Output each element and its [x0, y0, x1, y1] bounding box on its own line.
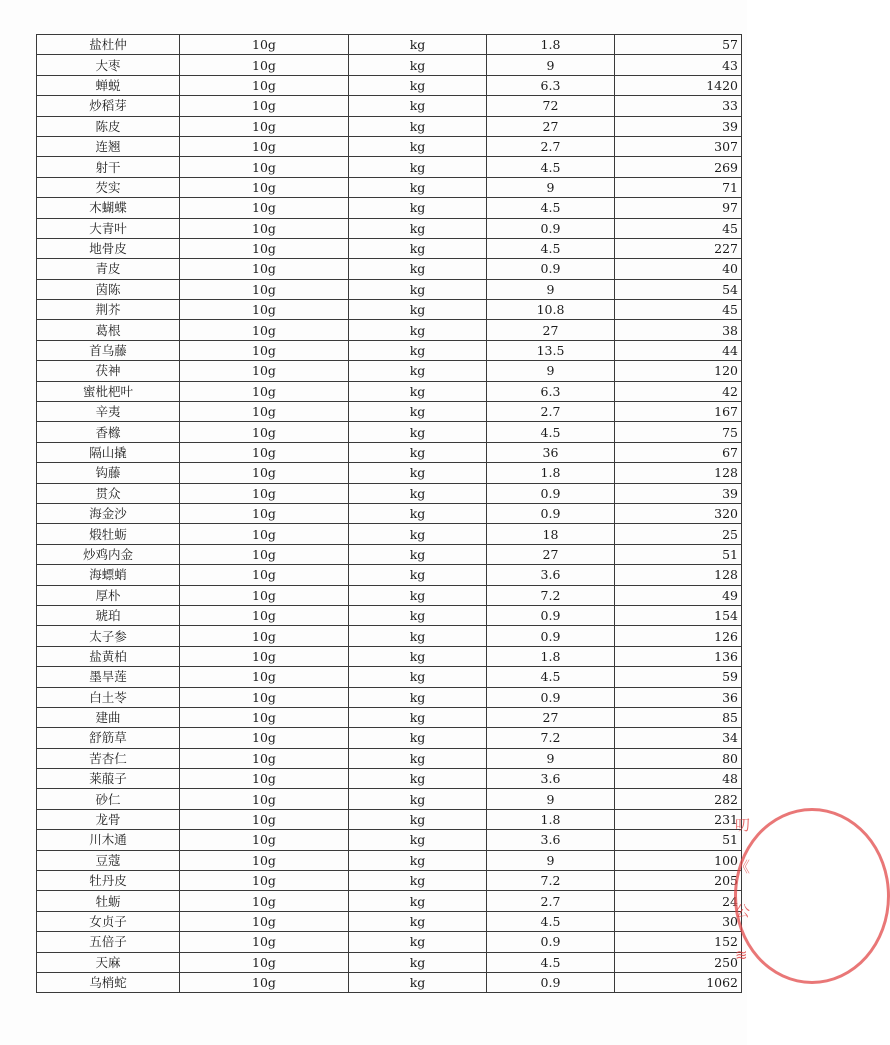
quantity-cell: 6.3: [487, 381, 615, 401]
herb-name-cell: 辛夷: [37, 402, 180, 422]
herb-name-cell: 隔山撬: [37, 442, 180, 462]
unit-cell: kg: [349, 238, 487, 258]
herb-name-cell: 茵陈: [37, 279, 180, 299]
unit-cell: kg: [349, 320, 487, 340]
table-row: [37, 198, 742, 218]
spec-cell: 10g: [180, 503, 349, 523]
table-row: [37, 361, 742, 381]
amount-cell: 1062: [615, 972, 742, 992]
spec-cell: 10g: [180, 442, 349, 462]
quantity-cell: 4.5: [487, 667, 615, 687]
unit-cell: kg: [349, 972, 487, 992]
quantity-cell: 0.9: [487, 259, 615, 279]
spec-cell: 10g: [180, 524, 349, 544]
quantity-cell: 3.6: [487, 565, 615, 585]
herb-name-cell: 建曲: [37, 707, 180, 727]
quantity-cell: 9: [487, 361, 615, 381]
amount-cell: 45: [615, 300, 742, 320]
spec-cell: 10g: [180, 626, 349, 646]
amount-cell: 320: [615, 503, 742, 523]
spec-cell: 10g: [180, 340, 349, 360]
spec-cell: 10g: [180, 667, 349, 687]
spec-cell: 10g: [180, 932, 349, 952]
quantity-cell: 27: [487, 544, 615, 564]
table-row: [37, 442, 742, 462]
herb-name-cell: 女贞子: [37, 911, 180, 931]
unit-cell: kg: [349, 707, 487, 727]
amount-cell: 33: [615, 96, 742, 116]
table-row: [37, 952, 742, 972]
spec-cell: 10g: [180, 361, 349, 381]
amount-cell: 57: [615, 35, 742, 55]
quantity-cell: 1.8: [487, 463, 615, 483]
herb-name-cell: 炒鸡内金: [37, 544, 180, 564]
amount-cell: 126: [615, 626, 742, 646]
table-row: [37, 96, 742, 116]
quantity-cell: 3.6: [487, 830, 615, 850]
quantity-cell: 0.9: [487, 483, 615, 503]
unit-cell: kg: [349, 503, 487, 523]
amount-cell: 282: [615, 789, 742, 809]
table-row: [37, 218, 742, 238]
spec-cell: 10g: [180, 136, 349, 156]
table-row: [37, 850, 742, 870]
unit-cell: kg: [349, 422, 487, 442]
quantity-cell: 0.9: [487, 626, 615, 646]
unit-cell: kg: [349, 565, 487, 585]
unit-cell: kg: [349, 911, 487, 931]
amount-cell: 39: [615, 483, 742, 503]
quantity-cell: 7.2: [487, 871, 615, 891]
table-row: [37, 340, 742, 360]
table-row: [37, 687, 742, 707]
amount-cell: 100: [615, 850, 742, 870]
herb-name-cell: 首乌藤: [37, 340, 180, 360]
amount-cell: 43: [615, 55, 742, 75]
table-row: [37, 728, 742, 748]
spec-cell: 10g: [180, 769, 349, 789]
table-row: [37, 565, 742, 585]
quantity-cell: 1.8: [487, 646, 615, 666]
unit-cell: kg: [349, 891, 487, 911]
unit-cell: kg: [349, 605, 487, 625]
seal-glyph: ≋: [735, 946, 748, 964]
quantity-cell: 4.5: [487, 422, 615, 442]
unit-cell: kg: [349, 952, 487, 972]
quantity-cell: 2.7: [487, 891, 615, 911]
unit-cell: kg: [349, 728, 487, 748]
table-row: [37, 891, 742, 911]
unit-cell: kg: [349, 769, 487, 789]
herb-name-cell: 白土苓: [37, 687, 180, 707]
table-row: [37, 585, 742, 605]
table-row: [37, 300, 742, 320]
unit-cell: kg: [349, 646, 487, 666]
herb-name-cell: 乌梢蛇: [37, 972, 180, 992]
unit-cell: kg: [349, 748, 487, 768]
amount-cell: 59: [615, 667, 742, 687]
quantity-cell: 0.9: [487, 605, 615, 625]
unit-cell: kg: [349, 789, 487, 809]
seal-glyph: 公: [735, 902, 751, 920]
quantity-cell: 4.5: [487, 911, 615, 931]
amount-cell: 85: [615, 707, 742, 727]
amount-cell: 51: [615, 544, 742, 564]
quantity-cell: 9: [487, 748, 615, 768]
table-row: [37, 626, 742, 646]
herb-name-cell: 牡丹皮: [37, 871, 180, 891]
unit-cell: kg: [349, 136, 487, 156]
spec-cell: 10g: [180, 463, 349, 483]
amount-cell: 80: [615, 748, 742, 768]
unit-cell: kg: [349, 667, 487, 687]
quantity-cell: 0.9: [487, 687, 615, 707]
herb-name-cell: 海螵蛸: [37, 565, 180, 585]
unit-cell: kg: [349, 850, 487, 870]
spec-cell: 10g: [180, 259, 349, 279]
amount-cell: 24: [615, 891, 742, 911]
quantity-cell: 0.9: [487, 932, 615, 952]
amount-cell: 231: [615, 809, 742, 829]
amount-cell: 25: [615, 524, 742, 544]
quantity-cell: 7.2: [487, 585, 615, 605]
herb-name-cell: 大青叶: [37, 218, 180, 238]
spec-cell: 10g: [180, 585, 349, 605]
unit-cell: kg: [349, 279, 487, 299]
table-row: [37, 789, 742, 809]
herb-name-cell: 连翘: [37, 136, 180, 156]
herb-name-cell: 五倍子: [37, 932, 180, 952]
unit-cell: kg: [349, 463, 487, 483]
herb-name-cell: 天麻: [37, 952, 180, 972]
quantity-cell: 3.6: [487, 769, 615, 789]
amount-cell: 154: [615, 605, 742, 625]
amount-cell: 152: [615, 932, 742, 952]
spec-cell: 10g: [180, 911, 349, 931]
table-row: [37, 55, 742, 75]
seal-ring: [734, 808, 890, 984]
herb-name-cell: 葛根: [37, 320, 180, 340]
quantity-cell: 36: [487, 442, 615, 462]
spec-cell: 10g: [180, 728, 349, 748]
herb-name-cell: 莱菔子: [37, 769, 180, 789]
quantity-cell: 18: [487, 524, 615, 544]
amount-cell: 128: [615, 463, 742, 483]
herb-name-cell: 太子参: [37, 626, 180, 646]
table-row: [37, 116, 742, 136]
herb-name-cell: 地骨皮: [37, 238, 180, 258]
spec-cell: 10g: [180, 116, 349, 136]
herb-name-cell: 炒稻芽: [37, 96, 180, 116]
herb-name-cell: 蝉蜕: [37, 75, 180, 95]
table-row: [37, 809, 742, 829]
amount-cell: 49: [615, 585, 742, 605]
spec-cell: 10g: [180, 789, 349, 809]
quantity-cell: 9: [487, 177, 615, 197]
table-row: [37, 972, 742, 992]
unit-cell: kg: [349, 442, 487, 462]
herb-name-cell: 盐黄柏: [37, 646, 180, 666]
quantity-cell: 27: [487, 116, 615, 136]
herb-name-cell: 豆蔻: [37, 850, 180, 870]
spec-cell: 10g: [180, 422, 349, 442]
amount-cell: 39: [615, 116, 742, 136]
spec-cell: 10g: [180, 238, 349, 258]
herb-name-cell: 陈皮: [37, 116, 180, 136]
table-row: [37, 483, 742, 503]
spec-cell: 10g: [180, 157, 349, 177]
amount-cell: 34: [615, 728, 742, 748]
amount-cell: 40: [615, 259, 742, 279]
unit-cell: kg: [349, 932, 487, 952]
amount-cell: 45: [615, 218, 742, 238]
herb-name-cell: 厚朴: [37, 585, 180, 605]
red-seal-stamp: [734, 808, 751, 978]
spec-cell: 10g: [180, 75, 349, 95]
table-row: [37, 320, 742, 340]
table-row: [37, 769, 742, 789]
quantity-cell: 2.7: [487, 402, 615, 422]
amount-cell: 36: [615, 687, 742, 707]
unit-cell: kg: [349, 259, 487, 279]
herb-name-cell: 盐杜仲: [37, 35, 180, 55]
spec-cell: 10g: [180, 748, 349, 768]
quantity-cell: 4.5: [487, 952, 615, 972]
spec-cell: 10g: [180, 381, 349, 401]
spec-cell: 10g: [180, 952, 349, 972]
unit-cell: kg: [349, 157, 487, 177]
amount-cell: 307: [615, 136, 742, 156]
table-row: [37, 381, 742, 401]
spec-cell: 10g: [180, 35, 349, 55]
spec-cell: 10g: [180, 300, 349, 320]
spec-cell: 10g: [180, 218, 349, 238]
herb-name-cell: 墨旱莲: [37, 667, 180, 687]
quantity-cell: 9: [487, 279, 615, 299]
table-row: [37, 911, 742, 931]
amount-cell: 44: [615, 340, 742, 360]
herb-name-cell: 香橼: [37, 422, 180, 442]
spec-cell: 10g: [180, 830, 349, 850]
unit-cell: kg: [349, 96, 487, 116]
spec-cell: 10g: [180, 707, 349, 727]
unit-cell: kg: [349, 544, 487, 564]
table-row: [37, 279, 742, 299]
table-row: [37, 748, 742, 768]
amount-cell: 67: [615, 442, 742, 462]
amount-cell: 48: [615, 769, 742, 789]
quantity-cell: 1.8: [487, 809, 615, 829]
spec-cell: 10g: [180, 809, 349, 829]
herb-name-cell: 琥珀: [37, 605, 180, 625]
unit-cell: kg: [349, 871, 487, 891]
quantity-cell: 7.2: [487, 728, 615, 748]
table-row: [37, 667, 742, 687]
spec-cell: 10g: [180, 96, 349, 116]
table-row: [37, 259, 742, 279]
spec-cell: 10g: [180, 483, 349, 503]
amount-cell: 75: [615, 422, 742, 442]
amount-cell: 51: [615, 830, 742, 850]
spec-cell: 10g: [180, 891, 349, 911]
table-row: [37, 238, 742, 258]
herb-name-cell: 贯众: [37, 483, 180, 503]
amount-cell: 54: [615, 279, 742, 299]
spec-cell: 10g: [180, 687, 349, 707]
quantity-cell: 27: [487, 320, 615, 340]
table-row: [37, 75, 742, 95]
table-row: [37, 932, 742, 952]
amount-cell: 167: [615, 402, 742, 422]
unit-cell: kg: [349, 198, 487, 218]
unit-cell: kg: [349, 687, 487, 707]
table-row: [37, 422, 742, 442]
quantity-cell: 9: [487, 850, 615, 870]
unit-cell: kg: [349, 809, 487, 829]
seal-glyph: 《: [735, 858, 751, 876]
table-row: [37, 605, 742, 625]
spec-cell: 10g: [180, 402, 349, 422]
unit-cell: kg: [349, 585, 487, 605]
spec-cell: 10g: [180, 646, 349, 666]
table-row: [37, 35, 742, 55]
unit-cell: kg: [349, 626, 487, 646]
amount-cell: 128: [615, 565, 742, 585]
herb-name-cell: 龙骨: [37, 809, 180, 829]
quantity-cell: 2.7: [487, 136, 615, 156]
amount-cell: 30: [615, 911, 742, 931]
herb-name-cell: 舒筋草: [37, 728, 180, 748]
spec-cell: 10g: [180, 544, 349, 564]
unit-cell: kg: [349, 55, 487, 75]
amount-cell: 269: [615, 157, 742, 177]
herb-price-table: [36, 34, 742, 993]
amount-cell: 250: [615, 952, 742, 972]
amount-cell: 42: [615, 381, 742, 401]
unit-cell: kg: [349, 830, 487, 850]
table-row: [37, 524, 742, 544]
herb-name-cell: 青皮: [37, 259, 180, 279]
herb-name-cell: 钩藤: [37, 463, 180, 483]
spec-cell: 10g: [180, 605, 349, 625]
herb-name-cell: 海金沙: [37, 503, 180, 523]
herb-name-cell: 煅牡蛎: [37, 524, 180, 544]
table-row: [37, 830, 742, 850]
unit-cell: kg: [349, 381, 487, 401]
table-row: [37, 157, 742, 177]
quantity-cell: 9: [487, 789, 615, 809]
amount-cell: 205: [615, 871, 742, 891]
table-row: [37, 503, 742, 523]
table-row: [37, 707, 742, 727]
quantity-cell: 13.5: [487, 340, 615, 360]
quantity-cell: 4.5: [487, 238, 615, 258]
unit-cell: kg: [349, 300, 487, 320]
unit-cell: kg: [349, 361, 487, 381]
unit-cell: kg: [349, 75, 487, 95]
table-row: [37, 136, 742, 156]
table-row: [37, 544, 742, 564]
quantity-cell: 4.5: [487, 198, 615, 218]
herb-name-cell: 射干: [37, 157, 180, 177]
quantity-cell: 9: [487, 55, 615, 75]
unit-cell: kg: [349, 483, 487, 503]
spec-cell: 10g: [180, 177, 349, 197]
table-row: [37, 177, 742, 197]
quantity-cell: 72: [487, 96, 615, 116]
herb-name-cell: 茯神: [37, 361, 180, 381]
table-row: [37, 402, 742, 422]
quantity-cell: 0.9: [487, 972, 615, 992]
unit-cell: kg: [349, 116, 487, 136]
table-body: [37, 35, 742, 993]
herb-name-cell: 砂仁: [37, 789, 180, 809]
herb-name-cell: 牡蛎: [37, 891, 180, 911]
quantity-cell: 0.9: [487, 503, 615, 523]
unit-cell: kg: [349, 402, 487, 422]
seal-glyph: 叨: [735, 816, 751, 834]
amount-cell: 97: [615, 198, 742, 218]
herb-name-cell: 蜜枇杷叶: [37, 381, 180, 401]
herb-name-cell: 芡实: [37, 177, 180, 197]
table-row: [37, 463, 742, 483]
herb-name-cell: 荆芥: [37, 300, 180, 320]
herb-name-cell: 大枣: [37, 55, 180, 75]
unit-cell: kg: [349, 524, 487, 544]
spec-cell: 10g: [180, 871, 349, 891]
spec-cell: 10g: [180, 320, 349, 340]
herb-name-cell: 苦杏仁: [37, 748, 180, 768]
quantity-cell: 27: [487, 707, 615, 727]
quantity-cell: 10.8: [487, 300, 615, 320]
quantity-cell: 1.8: [487, 35, 615, 55]
unit-cell: kg: [349, 218, 487, 238]
spec-cell: 10g: [180, 198, 349, 218]
amount-cell: 120: [615, 361, 742, 381]
quantity-cell: 0.9: [487, 218, 615, 238]
unit-cell: kg: [349, 177, 487, 197]
table-row: [37, 871, 742, 891]
amount-cell: 71: [615, 177, 742, 197]
table-row: [37, 646, 742, 666]
unit-cell: kg: [349, 340, 487, 360]
herb-name-cell: 木蝴蝶: [37, 198, 180, 218]
quantity-cell: 4.5: [487, 157, 615, 177]
spec-cell: 10g: [180, 565, 349, 585]
amount-cell: 136: [615, 646, 742, 666]
spec-cell: 10g: [180, 972, 349, 992]
amount-cell: 1420: [615, 75, 742, 95]
herb-name-cell: 川木通: [37, 830, 180, 850]
quantity-cell: 6.3: [487, 75, 615, 95]
amount-cell: 38: [615, 320, 742, 340]
amount-cell: 227: [615, 238, 742, 258]
unit-cell: kg: [349, 35, 487, 55]
spec-cell: 10g: [180, 279, 349, 299]
spec-cell: 10g: [180, 55, 349, 75]
spec-cell: 10g: [180, 850, 349, 870]
